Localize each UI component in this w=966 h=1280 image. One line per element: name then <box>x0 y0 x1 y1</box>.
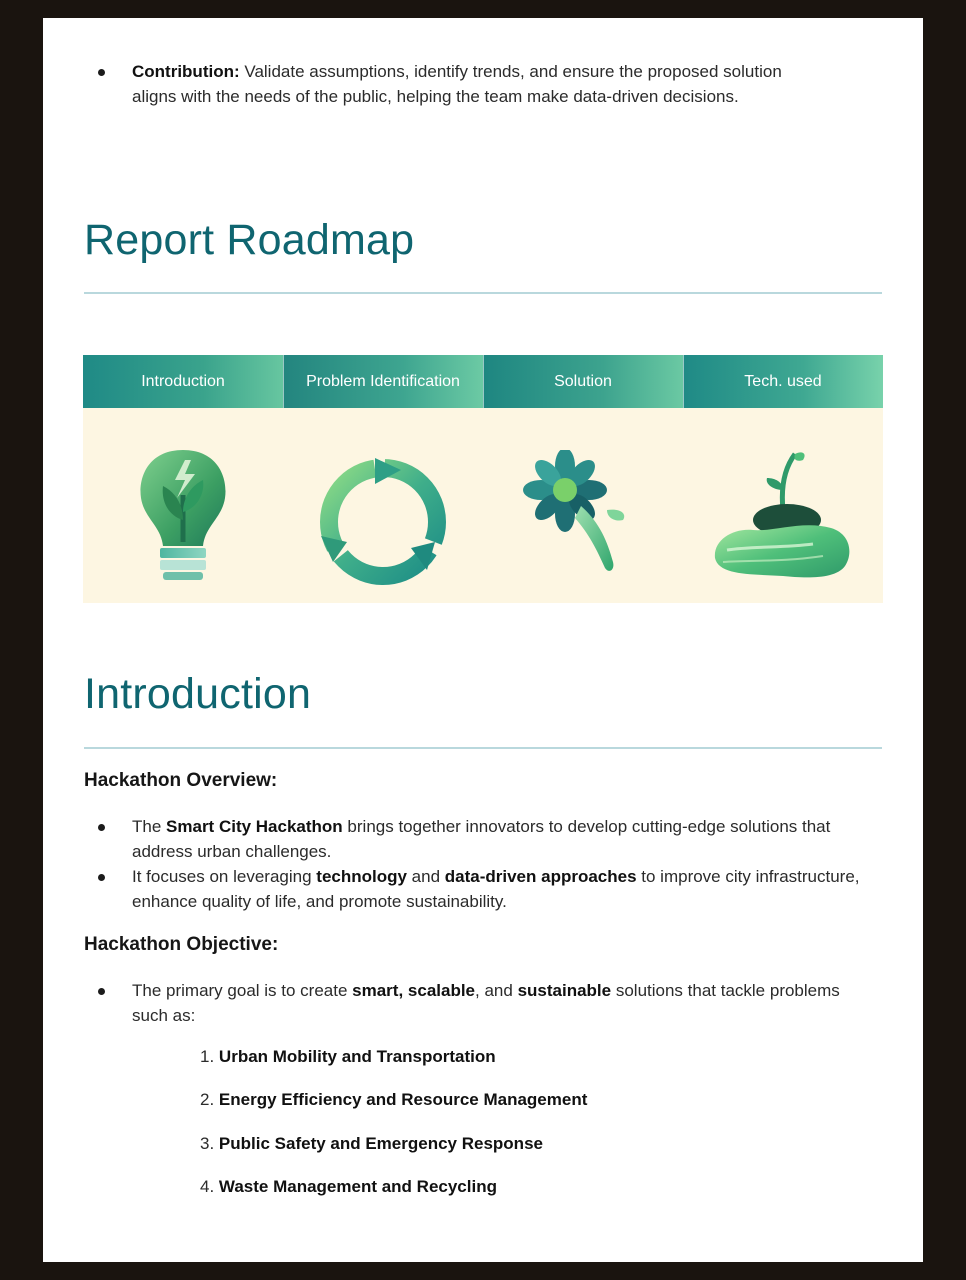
contribution-text: Validate assumptions, identify trends, and ensure the proposed solution <box>239 62 782 81</box>
objective-list-item <box>200 1177 497 1197</box>
text-span: The primary goal is to create <box>132 981 353 1000</box>
overview-bullet-1 <box>98 814 918 864</box>
overview-bullet-2 <box>98 864 918 914</box>
text-span: It focuses on leveraging <box>132 867 317 886</box>
section-divider <box>84 292 882 294</box>
text-span: and <box>406 867 445 886</box>
list-item-text: Energy Efficiency and Resource Management <box>218 1090 588 1109</box>
roadmap-header-introduction: Introduction <box>83 355 283 408</box>
roadmap-table <box>83 355 883 603</box>
contribution-label: Contribution: <box>132 62 240 81</box>
roadmap-header-problem-identification: Problem Identification <box>283 355 483 408</box>
roadmap-header-tech-used: Tech. used <box>683 355 883 408</box>
list-number: 4. <box>200 1177 215 1196</box>
flower-icon <box>503 450 663 590</box>
bold-text: smart, scalable <box>352 981 476 1000</box>
list-item-text: Public Safety and Emergency Response <box>218 1134 543 1153</box>
list-item-text: Urban Mobility and Transportation <box>218 1047 496 1066</box>
list-item-text: Waste Management and Recycling <box>218 1177 497 1196</box>
bold-text: sustainable <box>517 981 612 1000</box>
bold-text: data-driven approaches <box>444 867 637 886</box>
text-line: address urban challenges. <box>132 842 332 861</box>
bold-text: Smart City Hackathon <box>166 817 343 836</box>
text-span: The <box>132 817 167 836</box>
hand-sprout-icon <box>703 450 863 590</box>
hackathon-overview-heading: Hackathon Overview: <box>84 770 278 791</box>
section-divider <box>84 747 882 749</box>
bullet-dot <box>98 69 105 76</box>
report-roadmap-heading: Report Roadmap <box>84 216 415 264</box>
bullet-dot <box>98 874 105 881</box>
column-separator <box>683 355 684 408</box>
lightbulb-icon <box>103 450 263 590</box>
text-span: , and <box>475 981 518 1000</box>
list-number: 1. <box>200 1047 215 1066</box>
introduction-heading: Introduction <box>84 670 312 718</box>
text-line: enhance quality of life, and promote sustainability. <box>132 892 507 911</box>
document-page <box>43 18 923 1262</box>
bullet-dot <box>98 824 105 831</box>
text-span: brings together innovators to develop cutting-edge solutions that <box>342 817 831 836</box>
objective-list-item <box>200 1047 496 1067</box>
text-span: to improve city infrastructure, <box>636 867 860 886</box>
contribution-bullet <box>98 59 898 111</box>
contribution-text-line2: aligns with the needs of the public, helping the team make data-driven decisions. <box>132 87 739 106</box>
bold-text: technology <box>316 867 407 886</box>
objective-list-item <box>200 1090 587 1110</box>
roadmap-header-solution: Solution <box>483 355 683 408</box>
text-span: solutions that tackle problems <box>611 981 840 1000</box>
list-number: 3. <box>200 1134 215 1153</box>
cycle-arrows-icon <box>303 450 463 590</box>
hackathon-objective-heading: Hackathon Objective: <box>84 934 279 955</box>
objective-bullet-1 <box>98 978 918 1028</box>
column-separator <box>283 355 284 408</box>
column-separator <box>483 355 484 408</box>
list-number: 2. <box>200 1090 215 1109</box>
text-line: such as: <box>132 1006 196 1025</box>
bullet-dot <box>98 988 105 995</box>
objective-list-item <box>200 1134 543 1154</box>
